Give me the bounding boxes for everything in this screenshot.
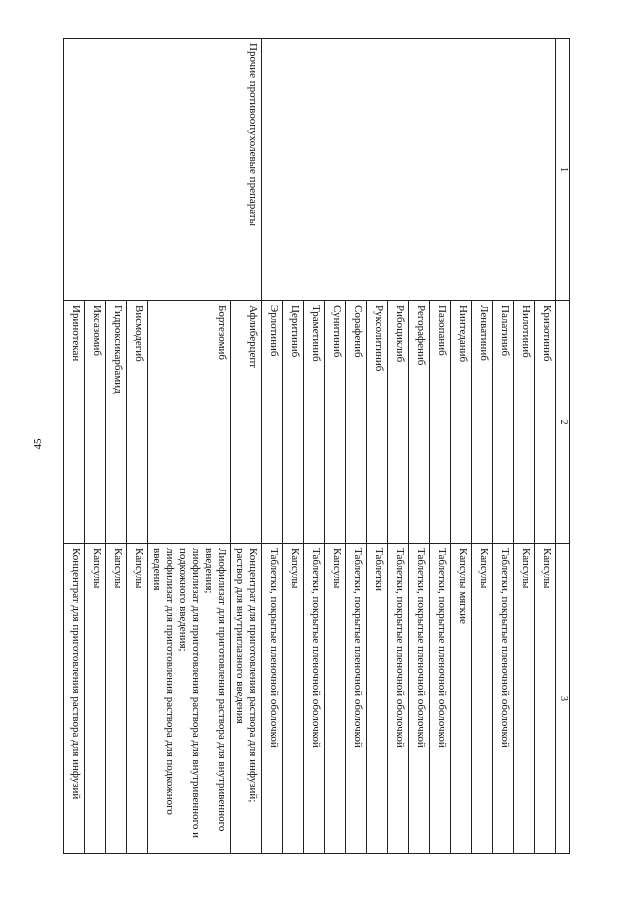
empty-group-cell (262, 39, 556, 301)
drug-name-cell: Регорафениб (409, 301, 430, 544)
dosage-form-cell (262, 544, 283, 854)
dosage-form-cell (304, 544, 325, 854)
column-header-2: 2 (556, 301, 570, 544)
dosage-form-line: Таблетки, покрытые пленочной оболочкой (310, 548, 322, 748)
dosage-form-line: Таблетки, покрытые пленочной оболочкой (268, 548, 280, 748)
dosage-form-cell (409, 544, 430, 854)
header-row (556, 39, 570, 854)
dosage-form-line: Концентрат для приготовления раствора для инфузий; (247, 548, 259, 803)
drug-name-cell: Траметиниб (304, 301, 325, 544)
dosage-form-cell (388, 544, 409, 854)
dosage-form-cell (127, 544, 148, 854)
dosage-form-line: Концентрат для приготовления раствора для инфузий (70, 548, 83, 800)
column-header-1: 1 (556, 39, 570, 301)
drug-table (63, 38, 570, 854)
dosage-form-cell (430, 544, 451, 854)
dosage-form-line: Лиофилизат для приготовления раствора для внутривенного введения; (203, 548, 229, 832)
drug-name-cell: Афлиберцепт (231, 301, 262, 544)
group-label-cell: Прочие противоопухолевые препараты (64, 39, 262, 301)
dosage-form-line: лиофилизат для приготовления раствора для внутривенного и подкожного введения; (177, 548, 203, 838)
drug-name-cell: Нинтеданиб (451, 301, 472, 544)
dosage-form-line: Таблетки, покрытые пленочной оболочкой (415, 548, 427, 748)
dosage-form-line: Капсулы (478, 548, 490, 589)
drug-name-cell: Эрлотиниб (262, 301, 283, 544)
dosage-form-cell (472, 544, 493, 854)
drug-name-cell: Ленватиниб (472, 301, 493, 544)
drug-name-cell: Церитиниб (283, 301, 304, 544)
dosage-form-cell (106, 544, 127, 854)
dosage-form-line: Капсулы (289, 548, 301, 589)
dosage-form-line: Капсулы (520, 548, 532, 589)
dosage-form-cell (451, 544, 472, 854)
rotated-table-container (70, 38, 570, 853)
dosage-form-line: Капсулы мягкие (457, 548, 469, 624)
page-number: 45 (32, 438, 44, 450)
dosage-form-cell (514, 544, 535, 854)
drug-name-cell: Бортезомиб (148, 301, 231, 544)
dosage-form-cell (325, 544, 346, 854)
drug-name-cell: Висмодегиб (127, 301, 148, 544)
dosage-form-cell (283, 544, 304, 854)
dosage-form-line: Капсулы (112, 548, 125, 589)
dosage-form-line: лиофилизат для приготовления раствора для подкожного введения (151, 548, 177, 815)
table-body (64, 39, 556, 854)
dosage-form-line: Таблетки, покрытые пленочной оболочкой (394, 548, 406, 748)
dosage-form-cell (85, 544, 106, 854)
drug-name-cell: Кризотиниб (535, 301, 556, 544)
table-row (231, 39, 262, 854)
table-row (535, 39, 556, 854)
dosage-form-line: Таблетки, покрытые пленочной оболочкой (499, 548, 511, 748)
dosage-form-line: Капсулы (331, 548, 343, 589)
dosage-form-cell (535, 544, 556, 854)
dosage-form-cell (346, 544, 367, 854)
dosage-form-line: Капсулы (133, 548, 146, 589)
drug-name-cell: Палатиниб (493, 301, 514, 544)
drug-name-cell: Сорафениб (346, 301, 367, 544)
dosage-form-line: Таблетки, покрытые пленочной оболочкой (436, 548, 448, 748)
dosage-form-cell (367, 544, 388, 854)
dosage-form-line: Капсулы (91, 548, 104, 589)
dosage-form-line: Таблетки (373, 548, 385, 592)
dosage-form-line: Таблетки, покрытые пленочной оболочкой (352, 548, 364, 748)
dosage-form-cell (64, 544, 85, 854)
dosage-form-line: Капсулы (541, 548, 553, 589)
dosage-form-line: раствор для внутриглазного введения (234, 548, 247, 724)
drug-name-cell: Нилотиниб (514, 301, 535, 544)
dosage-form-cell (148, 544, 231, 854)
drug-name-cell: Иксазомиб (85, 301, 106, 544)
drug-name-cell: Гидроксикарбамид (106, 301, 127, 544)
drug-name-cell: Руксолитиниб (367, 301, 388, 544)
dosage-form-cell (231, 544, 262, 854)
drug-name-cell: Иринотекан (64, 301, 85, 544)
column-header-3: 3 (556, 544, 570, 854)
drug-name-cell: Пазопаниб (430, 301, 451, 544)
drug-name-cell: Рибоциклиб (388, 301, 409, 544)
dosage-form-cell (493, 544, 514, 854)
drug-name-cell: Сунитиниб (325, 301, 346, 544)
